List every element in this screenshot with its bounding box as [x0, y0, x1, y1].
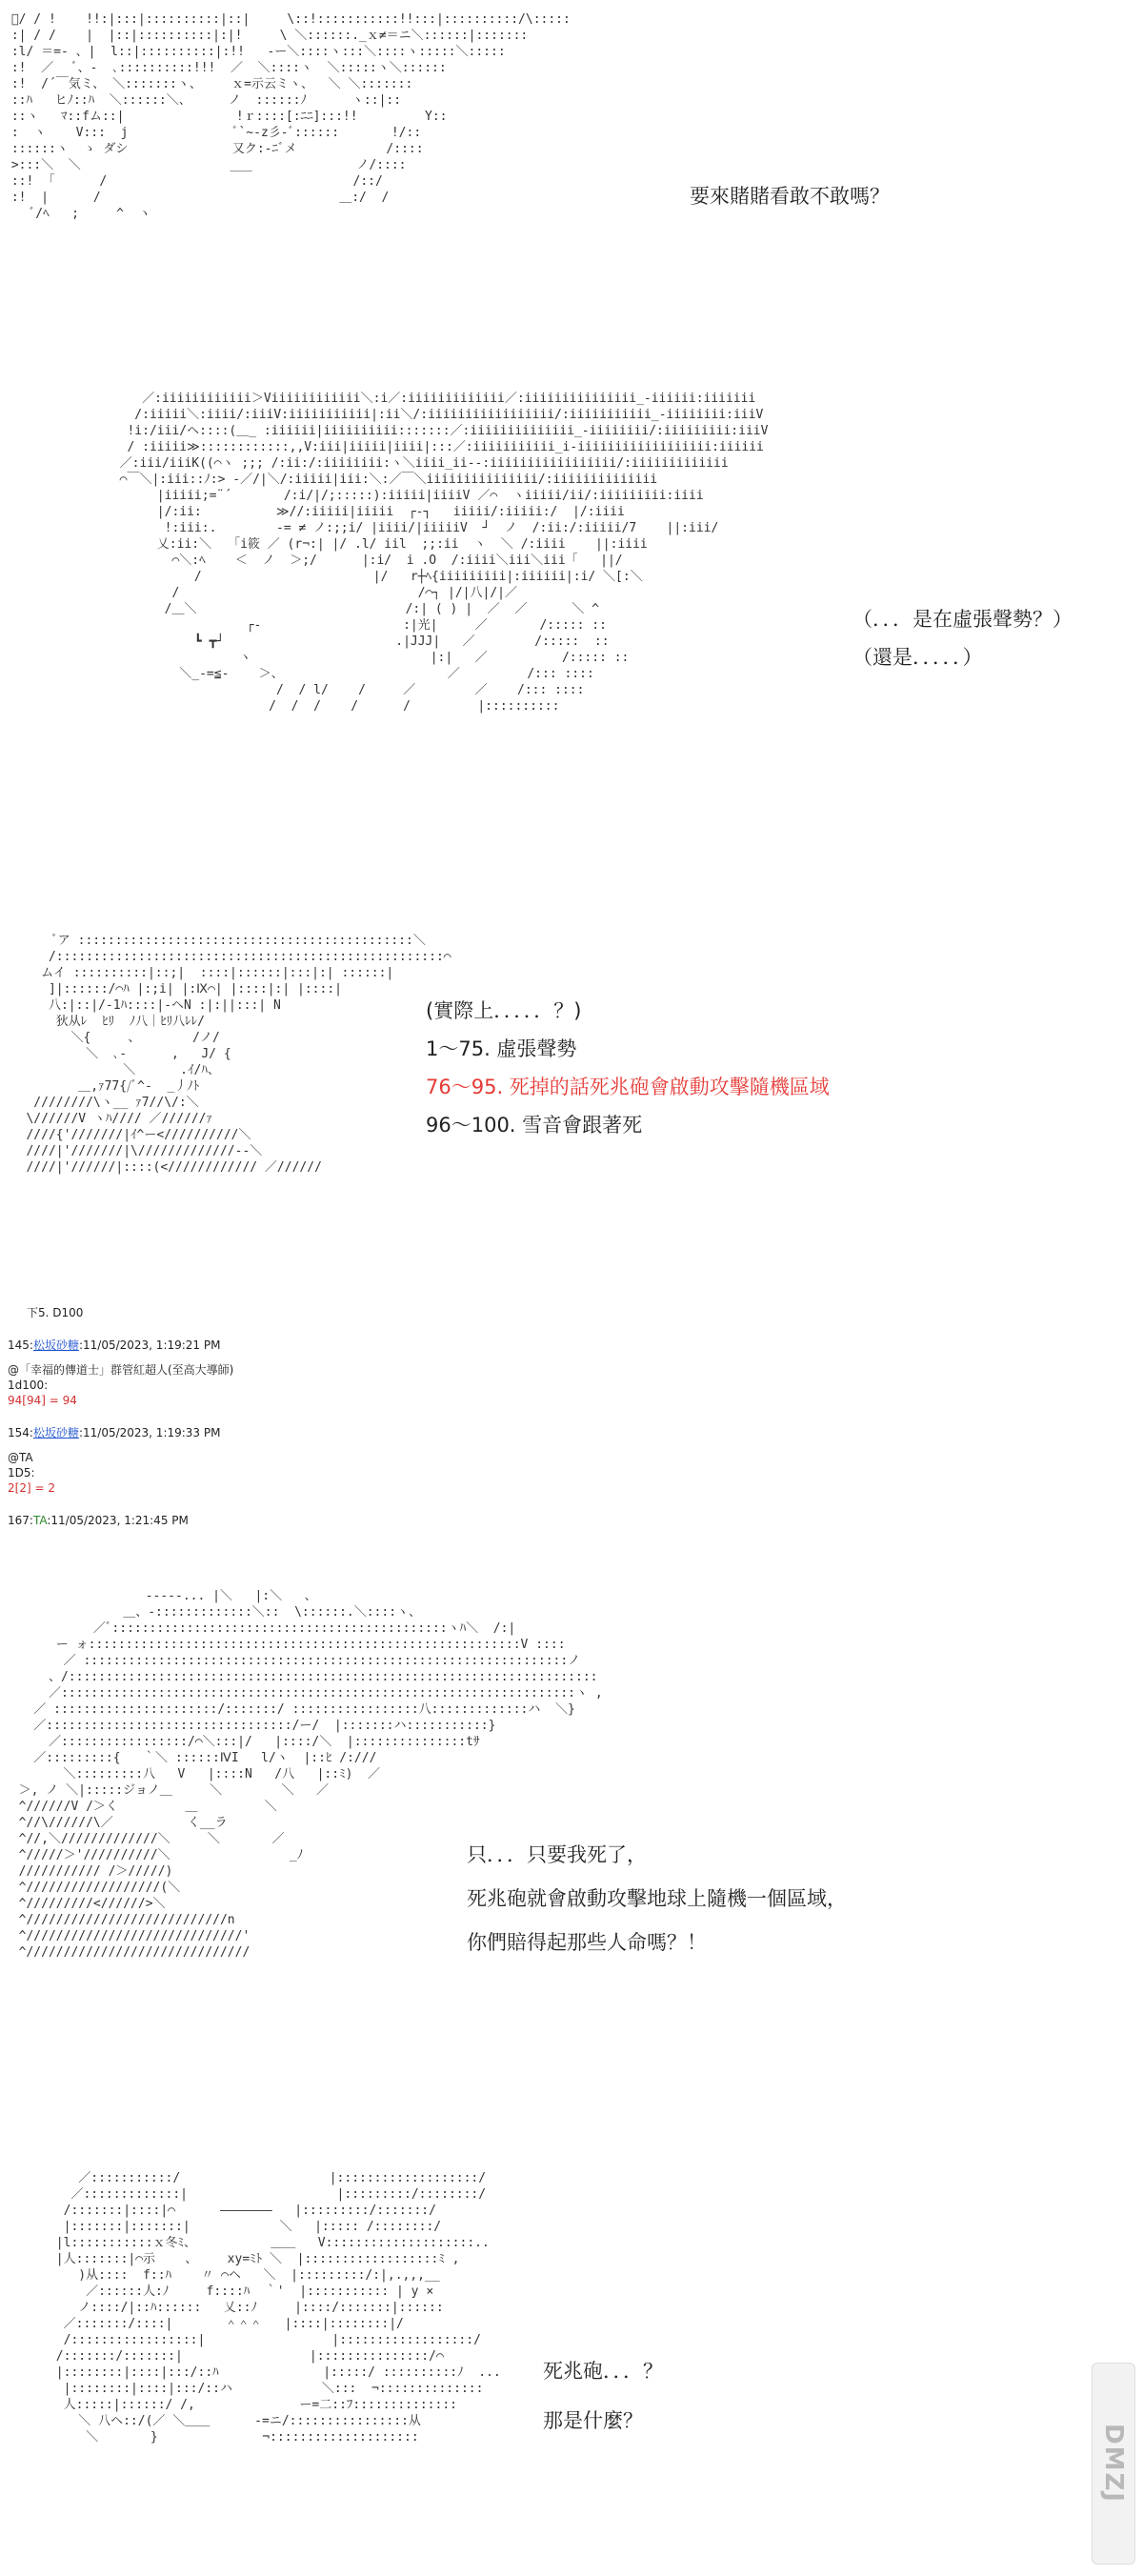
speech-panel-3: [426, 992, 830, 1144]
post-command: 1d100:: [8, 1379, 49, 1392]
speech-line: （還是．．．．．）: [852, 646, 983, 669]
panel-4: [0, 1577, 1143, 2139]
post-result: 2[2] = 2: [8, 1481, 55, 1495]
post-number: 167:: [8, 1514, 33, 1527]
ascii-art-panel-2: ／:iiiiiiiiiiii＞Viiiiiiiiiiii＼:i／:iiiiiiiiiiiii／:iiiiiiiiiiiiiii_-iiiiii:iiiiiii /:iiiii＼:iiii/:iiiV:iiiiiiiiiii|:ii＼/:iiiiiiiiiiiiiiiii/:iiiiiiiiiii_-iiiiiiii:iiiV !i:/iii/ヘ::::(＿_ :iiiiii|iiiiiiiiii:::::::／:iiiiiiiiiiiiii_-iiiiiiii/:iiiiiiiii:iiiV / :iiiii≫::::::::::::,,V:iii|iiiii|iiii|:::／:iiiiiiiiiii_i‐iiiiiiiiiiiiiiiiii:iiiiii ／:iii/iiiK((⌒ヽ ;;; /:ii:/:iiiiiiii:ヽ＼iiii_ii‐‐:iiiiiiiiiiiiiiiii/:iiiiiiiiiiiii ⌒￣＼|:iii::ﾉ:> -／/|＼/:iiiii|iii:＼:／￣＼iiiiiiiiiiiiiii/:iiiiiiiiiiiiii |iiiii;=¨´ /:i/|/;:::::):iiiii|iiiiV ／⌒ ヽiiiii/ii/:iiiiiiiii:iiii |/:ii: ≫//:iiiii|iiiii ┌‐┐ iiiii/:iiiii:/ |/:iiii !:iii:. -= ≠ ノ:;;i/ |iiii/|iiiiiV ┘ ノ /:ii:/:iiiii/7 ||:iii/ 乂:ii:＼ ｢i筱 ／ (r¬:| |/ .l/ iil ;;:ii ヽ ＼ /:iiii ||:iiii ⌒＼:ﾍ ＜ ノ ＞;/ |:i/ i .O /:iiii＼iii＼iii「 ||/ / |/ r┼ﾍ{iiiiiiiii|:iiiiii|:i/ ＼[:＼ / /⌒┐ |/|八|/|／ /＿＼ /:| ( ) | ／ ／ ＼ ^ ┌‐ :|光| ／ /::::: :: ┗ ┳┘ .|JJJ| ／ /::::: :: ヽ |:| ／ /::::: :: ＼_-=≦‐ ＞、 ／ /::: :::: / / l/ / ／ ／ /::: :::: / / / / / |::::::::::: [119, 392, 769, 714]
speech-line: 死兆砲就會啟動攻擊地球上隨機一個區域，: [467, 1887, 847, 1910]
log-post: [8, 1513, 233, 1528]
speech-line: 那是什麼？: [543, 2409, 643, 2432]
post-result: 94[94] = 94: [8, 1394, 77, 1407]
speech-panel-5: [543, 2348, 663, 2447]
ascii-art-panel-4: ‐‐‐‐‐... |＼ |:＼ 、 ＿、‐:::::::::::::＼:: \::::::.＼::::ヽ、 ／ﾞ:::::::::::::::::::::::::::::::::::::::::::::ヽﾊ＼ /:| ー ォ::::::::::::::::::::::::::::::::::::::::::::::::::::::::::V :::: ／ :::::::::::::::::::::::::::::::::::::::::::::::::::::::::::::::::ノ 、/::::::::::::::::::::::::::::::::::::::::::::::::::::::::::::::::::::::: ／:::::::::::::::::::::::::::::::::::::::::::::::::::::::::::::::::::::ヽ , ／ ::::::::::::::::::::::/:::::::/ :::::::::::::::::八:::::::::::::ハ ＼} ／:::::::::::::::::::::::::::::::::/ー/ |:::::::ハ:::::::::::} ／:::::::::::::::::/⌒＼:::|/ |::::/＼ |:::::::::::::::tｻ ／:::::::::{ ｀＼ ::::::ⅣI l/ヽ |::ﾋ /:/// ＼:::::::::八 V |::::N /八 |::ﾐ) ／ ＞, ノ ＼|:::::ジョノ＿ ＼ ＼ ／ ^//////V /＞く ＿ ＼ ^//\//////\／ く__ラ ^//,＼/////////////＼ ＼ ／ ^/////＞'//////////＼ _ﾉ /////////// /＞/////) ^//////////////////(＼ ^/////////<//////>＼ ^///////////////////////////n ^/////////////////////////////' ^//////////////////////////////: [18, 1589, 603, 1960]
speech-line: 你們賠得起那些人命嗎？！: [467, 1931, 707, 1954]
post-user-ta[interactable]: TA: [32, 1514, 48, 1527]
ascii-art-panel-3: ﾞア :::::::::::::::::::::::::::::::::::::::::::::＼ /::::::::::::::::::::::::::::::::::::::::::::::::::::⌒ ムイ ::::::::::|::;| ::::|::::::|:::|:| ::::::| ]|::::::/⌒ﾊ |:;i| |:Ⅸ⌒| |::::|:| |::::| 八:|::|/‐1ﾊ::::|‐ヘN :|:||:::| N 狄从ﾚ ﾋﾘ ﾉ八｜ﾋﾘ八ﾚﾚ/ ＼{ 、 /ノ/ ＼ ､- , J/ { ＼ .ｲ/ﾊ、 ＿,ｧ77{/ﾞ^- _丿ﾉﾄ ////////\ヽ__ ｧ7//\/:＼ \//////V ヽﾊ//// ／//////ｧ ////{'///////|ｲ^ー<//////////＼ ////|'///////|\/////////////--＼ ////|'//////|::::(<//////////// ／//////: [26, 934, 451, 1175]
panel-3: [0, 919, 1143, 1281]
log-post: [8, 1338, 233, 1408]
post-number: 145:: [8, 1338, 33, 1352]
speech-panel-4: [467, 1834, 847, 1965]
speech-panel-1: [690, 177, 890, 215]
panel-5: [0, 2163, 1143, 2572]
post-user-link[interactable]: 松坂砂糖: [32, 1426, 79, 1439]
ascii-art-panel-1: ﾞ/ / ! !!:|:::|::::::::::|::| \::!:::::::::::!!:::|::::::::::/\::::: :| / / | |::|::::::::::|:|! \ ＼::::::._ｘ≠＝ニ＼::::::|::::::: :l/ ＝=- 、| l::|::::::::::|:!! ‐ー＼::::ヽ:::＼::::ヽ:::::＼::::: :! ／ ﾞ、‐ ､::::::::::!!! ／ ＼::::ヽ ＼:::::ヽ＼:::::: :! /´￣気ミ、 ＼:::::::ヽ、 ｘ=示云ミヽ、 ＼ ＼::::::: ::ﾊ ヒﾉ::ﾊ ＼::::::＼、 ノ ::::::ﾉ ヽ::|:: ::ヽ ﾏ::fム::| !ｒ::::[:ﾆﾆ]:::!! Y:: : ヽ V::: j ﾞ`~-z彡-ﾞ:::::: !/:: ::::::ヽ ゝ ダシ 又ク:-ﾆﾞメ /:::: >:::＼ ＼ ___ ノ/:::: ::! ｢ / /::/ :! | / ＿:/ / ﾞ/ﾍ ; ^ ヽ: [4, 12, 571, 221]
speech-panel-2: [852, 600, 1073, 676]
speech-line: （．．．是在虛張聲勢？）: [852, 608, 1073, 631]
post-reply: @「幸福的傳道士」群管紅超人(至高大導師): [8, 1363, 234, 1377]
dice-log: [8, 1305, 233, 1545]
watermark-text: DMZJ: [1099, 2424, 1128, 2504]
panel-1: [0, 0, 1143, 352]
log-header: 下5. D100: [27, 1306, 84, 1319]
panel-2: [0, 381, 1143, 915]
log-post: [8, 1425, 233, 1496]
post-command: 1D5:: [8, 1466, 35, 1479]
speech-line: 1～75. 虛張聲勢: [426, 1037, 577, 1060]
site-watermark: [1092, 2363, 1135, 2565]
speech-line: 只．．．只要我死了，: [467, 1843, 647, 1866]
post-time: :11/05/2023, 1:19:21 PM: [78, 1338, 221, 1352]
ascii-art-panel-5: ／:::::::::::/ |:::::::::::::::::::/ ／:::::::::::::| |:::::::::/::::::::/ /:::::::|::::|⌒ ――――――― |:::::::::/:::::::/ |:::::::|:::::::| ＼ |::::: /::::::::/ |l:::::::::::ｘ冬ﾐ、 ＿＿ V::::::::::::::::::::.. |人:::::::|⌒示 、 xy=ﾐﾄ ＼ |::::::::::::::::::ﾐ , )从:::: f::ﾊ 〃 ⌒ヘ ＼ |:::::::::/:|,.,,,__ ／::::::人:ﾉ f::::ﾊ ｀' |::::::::::: | y × ノ::::/|::ﾊ:::::: 乂::ﾉ |::::/:::::::|:::::: ／:::::::/::::| ＾＾＾ |::::|::::::::|/ /:::::::::::::::::| |::::::::::::::::::/ /:::::::/:::::::| |:::::::::::::::/⌒ |::::::::|::::|:::/::ﾊ |:::::/ ::::::::::ﾉ ... |::::::::|::::|:::/::ハ ＼::: ¬:::::::::::::: 人:::::|::::::/ /, ー=二::ﾌ:::::::::::::: ＼ 八ヘ::/(／ ＼＿＿ ‐=ニ/::::::::::::::::从 ＼ } ¬::::::::::::::::::::: [55, 2171, 501, 2445]
post-number: 154:: [8, 1426, 33, 1439]
post-time: :11/05/2023, 1:21:45 PM: [47, 1514, 189, 1527]
speech-line: (實際上．．．．．？): [426, 999, 582, 1022]
post-reply: @TA: [8, 1451, 33, 1464]
speech-line: 96～100. 雪音會跟著死: [426, 1114, 643, 1137]
speech-line-red: 76～95. 死掉的話死兆砲會啟動攻擊隨機區域: [426, 1076, 830, 1098]
post-time: :11/05/2023, 1:19:33 PM: [78, 1426, 221, 1439]
speech-line: 死兆砲．．．？: [543, 2360, 663, 2383]
post-user-link[interactable]: 松坂砂糖: [32, 1338, 79, 1352]
speech-line: 要來賭賭看敢不敢嗎？: [690, 185, 890, 208]
